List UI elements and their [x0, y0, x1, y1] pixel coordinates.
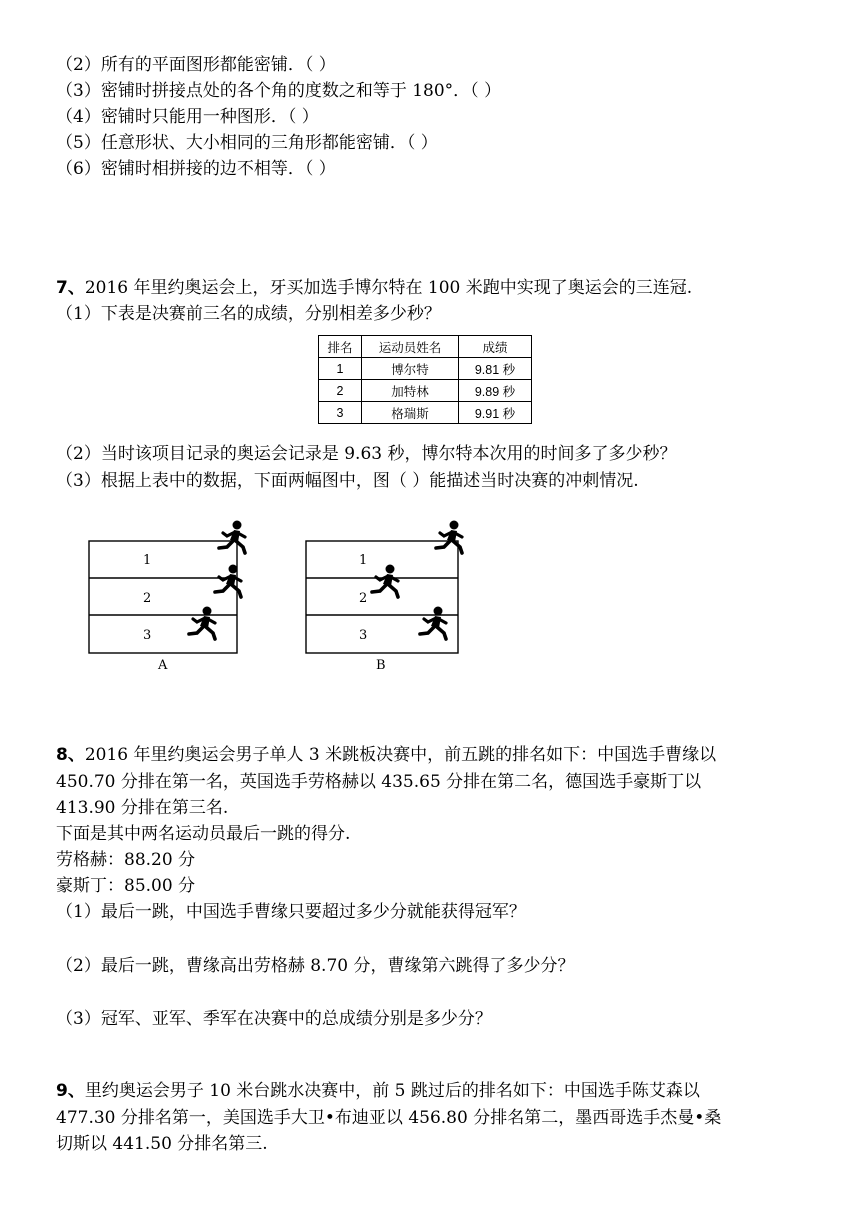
lane-label: 2 — [359, 591, 368, 606]
q8-sub1: （1）最后一跳，中国选手曹缘只要超过多少分就能获得冠军？ — [56, 902, 526, 922]
table-cell: 2 — [319, 380, 362, 402]
q8-stem: 2016 年里约奥运会男子单人 3 米跳板决赛中，前五跳的排名如下：中国选手曹缘以 — [84, 745, 717, 765]
q8-line-3: 413.90 分排在第三名. — [56, 798, 229, 818]
runner-icon — [212, 564, 246, 600]
q7-stem: 2016 年里约奥运会上，牙买加选手博尔特在 100 米跑中实现了奥运会的三连冠. — [84, 278, 693, 298]
figure-label: B — [376, 658, 386, 673]
runner-icon — [369, 564, 403, 600]
runner-icon — [186, 606, 220, 642]
table-row — [319, 358, 532, 380]
q9-line-2: 477.30 分排名第一，美国选手大卫•布迪亚以 456.80 分排名第二，墨西哥选手杰曼•桑 — [56, 1108, 722, 1128]
table-header: 成绩 — [459, 336, 532, 358]
table-header: 运动员姓名 — [362, 336, 459, 358]
q8-number: 8、 — [56, 745, 85, 765]
q7-number: 7、 — [56, 278, 85, 298]
q9-stem: 里约奥运会男子 10 米台跳水决赛中，前 5 跳过后的排名如下：中国选手陈艾森以 — [84, 1081, 700, 1101]
figure-label: A — [158, 658, 168, 673]
lane-label: 2 — [143, 591, 152, 606]
q7-sub1: （1）下表是决赛前三名的成绩，分别相差多少秒？ — [56, 304, 441, 324]
q8-line-5: 劳格赫：88.20 分 — [56, 850, 196, 870]
q6-item-6: （6）密铺时相拼接的边不相等．（ ） — [56, 159, 336, 179]
table-cell: 格瑞斯 — [362, 402, 459, 424]
figure-b — [305, 516, 475, 686]
table-cell: 9.81 秒 — [459, 358, 532, 380]
q8-line-4: 下面是其中两名运动员最后一跳的得分. — [56, 824, 351, 844]
q7-results-table — [318, 335, 532, 424]
q6-item-2: （2）所有的平面图形都能密铺．（ ） — [56, 55, 336, 75]
q8-line-1 — [56, 744, 716, 766]
table-cell: 3 — [319, 402, 362, 424]
q7-sub2: （2）当时该项目记录的奥运会记录是 9.63 秒，博尔特本次用的时间多了多少秒？ — [56, 444, 677, 464]
table-cell: 9.91 秒 — [459, 402, 532, 424]
q9-line-3: 切斯以 441.50 分排名第三. — [56, 1134, 268, 1154]
q9-number: 9、 — [56, 1081, 85, 1101]
q6-item-5: （5）任意形状、大小相同的三角形都能密铺．（ ） — [56, 133, 438, 153]
q6-item-3: （3）密铺时拼接点处的各个角的度数之和等于 180°．（ ） — [56, 81, 502, 101]
table-cell: 1 — [319, 358, 362, 380]
runner-icon — [216, 520, 250, 556]
table-cell: 9.89 秒 — [459, 380, 532, 402]
table-row — [319, 402, 532, 424]
lane-label: 1 — [143, 553, 152, 568]
q7-stem-line — [56, 277, 692, 299]
table-header: 排名 — [319, 336, 362, 358]
q8-line-2: 450.70 分排在第一名，英国选手劳格赫以 435.65 分排在第二名，德国选手豪斯丁以 — [56, 772, 702, 792]
lane-label: 3 — [359, 628, 368, 643]
runner-icon — [417, 606, 451, 642]
lane-label: 1 — [359, 553, 368, 568]
q6-item-4: （4）密铺时只能用一种图形．（ ） — [56, 107, 319, 127]
q8-line-6: 豪斯丁：85.00 分 — [56, 876, 196, 896]
table-header-row — [319, 336, 532, 358]
figure-a — [88, 516, 248, 686]
table-row — [319, 380, 532, 402]
runner-icon — [433, 520, 467, 556]
table-cell: 博尔特 — [362, 358, 459, 380]
lane-label: 3 — [143, 628, 152, 643]
q8-sub3: （3）冠军、亚军、季军在决赛中的总成绩分别是多少分？ — [56, 1009, 492, 1029]
table-cell: 加特林 — [362, 380, 459, 402]
q9-line-1 — [56, 1080, 700, 1102]
q7-sub3: （3）根据上表中的数据，下面两幅图中，图（ ）能描述当时决赛的冲刺情况. — [56, 471, 639, 491]
q8-sub2: （2）最后一跳，曹缘高出劳格赫 8.70 分，曹缘第六跳得了多少分？ — [56, 956, 575, 976]
